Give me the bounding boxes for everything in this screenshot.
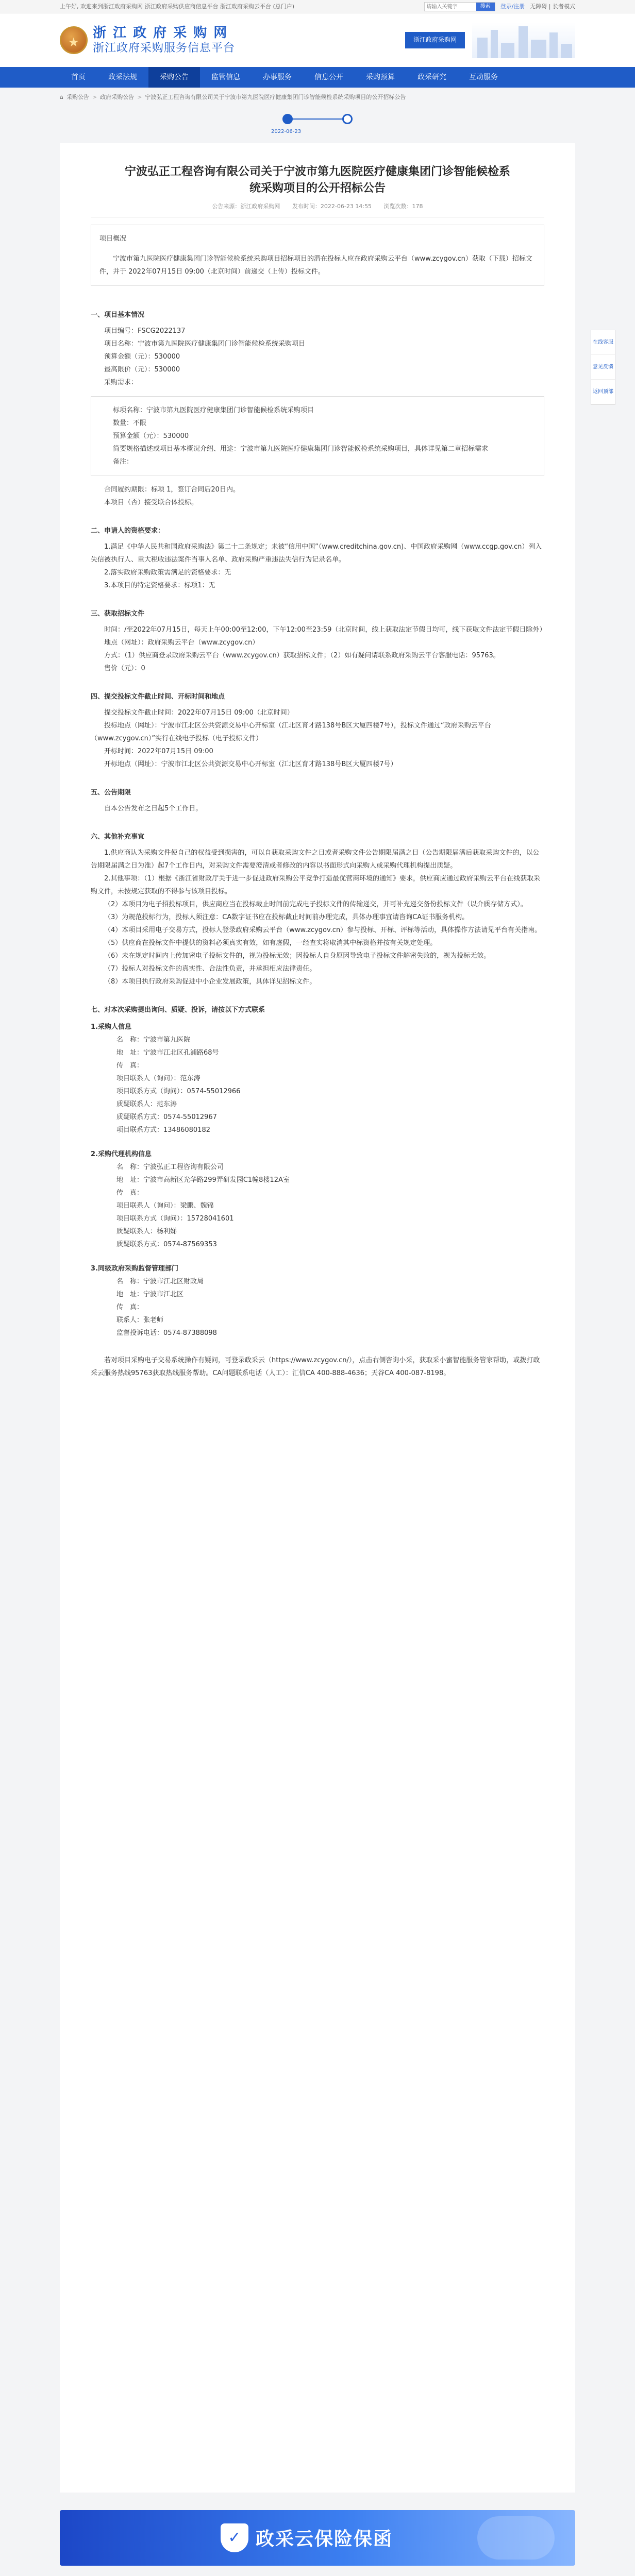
side-tool-button[interactable]: 在线客服 — [591, 330, 615, 355]
content-line: 质疑联系人：杨利娣 — [116, 1228, 177, 1236]
content-line: 地 址：宁波市高新区光华路299弄研发园C1幢8楼12A室 — [116, 1176, 290, 1184]
breadcrumb-item[interactable]: 政府采购公告 — [100, 94, 135, 100]
content-line: 监督投诉电话：0574-87388098 — [116, 1329, 217, 1337]
content-line: 采购需求： — [104, 379, 138, 387]
progress-timeline — [60, 107, 575, 143]
search-button[interactable]: 搜索 — [476, 3, 495, 11]
overview-text: 宁波市第九医院医疗健康集团门诊智能候检系统采购项目招标项目的潜在投标人应在政府采购云平台（www.zcygov.cn）获取（下载）招标文件，并于 2022年07月15日 09:00（北京时间）前递交（上传）投标文件。 — [99, 255, 532, 276]
shield-icon: ✓ — [221, 2523, 248, 2552]
site-logo[interactable] — [60, 25, 235, 56]
insurance-banner[interactable] — [60, 2510, 575, 2566]
meta-views: 浏览次数：178 — [383, 202, 423, 210]
emblem-icon — [60, 26, 88, 54]
meta-source: 公告来源：浙江政府采购网 — [212, 202, 280, 210]
content-line: 项目联系人（询问）：范东涛 — [116, 1075, 200, 1083]
nav-item[interactable]: 办事服务 — [263, 73, 292, 81]
top-greeting: 上午好, 欢迎来到浙江政府采购网 浙江政府采购供应商信息平台 浙江政府采购云平台 (总门户) — [60, 3, 295, 10]
page-title: 宁波弘正工程咨询有限公司关于宁波市第九医院医疗健康集团门诊智能候检系统采购项目的公开招标公告 — [124, 165, 510, 195]
breadcrumb-item[interactable]: 采购公告 — [66, 94, 89, 100]
side-tool-button[interactable]: 意见反馈 — [591, 355, 615, 380]
section-heading: 三、获取招标文件 — [91, 610, 145, 618]
main-nav — [0, 67, 635, 88]
nav-item[interactable]: 采购预算 — [366, 73, 395, 81]
nav-item[interactable]: 互动服务 — [469, 73, 498, 81]
header-button[interactable]: 浙江政府采购网 — [405, 32, 465, 48]
search-input[interactable] — [425, 3, 476, 11]
overview-heading: 项目概况 — [99, 235, 127, 243]
content-line: 质疑联系方式：0574-87569353 — [116, 1241, 217, 1249]
timeline-date: 2022-06-23 — [271, 128, 302, 134]
content-line: 最高限价（元）：530000 — [104, 366, 180, 374]
content-line: 传 真： — [116, 1062, 144, 1070]
side-tool-button[interactable]: 返回顶部 — [591, 380, 615, 404]
content-line: 1.满足《中华人民共和国政府采购法》第二十二条规定；未被“信用中国”（www.creditchina.gov.cn)、中国政府采购网（www.ccgp.gov.cn）列入失信被执行人、重大税收违法案件当事人名单、政府采购严重违法失信行为记录名单。 — [91, 543, 542, 564]
contact-heading: 3.同级政府采购监督管理部门 — [91, 1265, 178, 1273]
notice-period: 自本公告发布之日起5个工作日。 — [104, 805, 203, 813]
site-header — [0, 13, 635, 67]
site-name-line2: 浙江政府采购服务信息平台 — [93, 42, 236, 55]
content-line: 售价（元）：0 — [104, 665, 145, 673]
content-line: 2.落实政府采购政策需满足的资格要求：无 — [104, 569, 231, 577]
content-line: 名 称：宁波市第九医院 — [116, 1036, 191, 1044]
content-line: 本项目（否）接受联合体投标。 — [104, 499, 198, 507]
content-line: 地 址：宁波市江北区孔浦路68号 — [116, 1049, 219, 1057]
content-line: （6）未在规定时间内上传加密电子投标文件的，视为投标无效；因投标人自身原因导致电子投标文件解密失败的，视为投标无效。 — [104, 952, 491, 960]
breadcrumb: ⌂ 采购公告 > 政府采购公告 > 宁波弘正工程咨询有限公司关于宁波市第九医院医疗健康集团门诊智能候检系统采购项目的公开招标公告 — [60, 88, 575, 107]
meta-date: 发布时间：2022-06-23 14:55 — [292, 202, 372, 210]
content-line: 合同履约期限：标项 1，签订合同后20日内。 — [104, 486, 240, 494]
content-line: 质疑联系方式：0574-55012967 — [116, 1113, 217, 1122]
section-heading: 七、对本次采购提出询问、质疑、投诉，请按以下方式联系 — [91, 1006, 265, 1014]
nav-item[interactable]: 信息公开 — [314, 73, 343, 81]
content-line: 方式：（1）供应商登录政府采购云平台（www.zcygov.cn）获取招标文件；（2）如有疑问请联系政府采购云平台客服电话：95763。 — [104, 652, 500, 660]
content-line: 名 称：宁波市江北区财政局 — [116, 1278, 204, 1286]
content-line: 质疑联系人：范东涛 — [116, 1100, 177, 1109]
nav-item[interactable]: 政采研究 — [417, 73, 446, 81]
content-line: 预算金额（元）：530000 — [113, 432, 189, 440]
content-line: 传 真： — [116, 1189, 144, 1197]
contact-heading: 1.采购人信息 — [91, 1023, 131, 1031]
nav-item[interactable]: 监管信息 — [211, 73, 240, 81]
site-name-line1: 浙 江 政 府 采 购 网 — [93, 25, 228, 41]
section-heading: 四、提交投标文件截止时间、开标时间和地点 — [91, 693, 225, 701]
nav-item[interactable]: 首页 — [71, 73, 86, 81]
banner-decoration — [477, 2516, 555, 2560]
content-line: 地 址：宁波市江北区 — [116, 1291, 184, 1299]
section-heading: 一、项目基本情况 — [91, 311, 145, 319]
skyline-illustration — [472, 22, 575, 58]
content-line: （8）本项目执行政府采购促进中小企业发展政策，具体详见招标文件。 — [104, 978, 316, 986]
content-line: 联系人：张老师 — [116, 1316, 164, 1325]
content-line: 项目联系人（询问）：梁鹏、魏锦 — [116, 1202, 214, 1210]
banner-text: 政采云保险保函 — [256, 2528, 393, 2550]
content-line: 2.其他事项：（1）根据《浙江省财政厅关于进一步促进政府采购公平竞争打造最优营商环境的通知》要求，供应商应通过政府采购云平台在线获取采购文件，未按规定获取的不得参与该项目投标。 — [91, 875, 541, 896]
footer-note: 若对项目采购电子交易系统操作有疑问，可登录政采云（https://www.zcygov.cn/），点击右侧咨询小采，获取采小蜜智能服务管家帮助，或拨打政采云服务热线95763获取热线服务帮助。CA问题联系电话（人工）：汇信CA 400-888-4636；天谷CA 400-087-8198。 — [91, 1357, 540, 1378]
content-line: 1.供应商认为采购文件使自己的权益受到损害的，可以自获取采购文件之日或者采购文件公告期限届满之日（公告期限届满后获取采购文件的，以公告期限届满之日为准）起7个工作日内，对采购文件需要澄清或者修改的内容以书面形式向采购人或采购代理机构提出质疑。 — [91, 849, 540, 870]
timeline-dot-icon — [282, 114, 293, 124]
content-line: 传 真： — [116, 1303, 144, 1312]
content-line: 开标时间：2022年07月15日 09:00 — [104, 748, 213, 756]
accessibility-links[interactable]: 无障碍 | 长者模式 — [530, 3, 575, 10]
requirement-box — [91, 396, 544, 476]
content-line: 标项名称：宁波市第九医院医疗健康集团门诊智能候检系统采购项目 — [113, 406, 314, 415]
content-line: （5）供应商在投标文件中提供的资料必须真实有效，如有虚假，一经查实将取消其中标资格并按有关规定处理。 — [104, 939, 437, 947]
content-line: （7）投标人对投标文件的真实性、合法性负责，并承担相应法律责任。 — [104, 965, 316, 973]
content-line: 项目编号：FSCG2022137 — [104, 327, 186, 335]
content-line: 项目联系方式（询问）：15728041601 — [116, 1215, 234, 1223]
content-line: 预算金额（元）：530000 — [104, 353, 180, 361]
side-toolbar — [591, 330, 615, 405]
content-line: 名 称：宁波弘正工程咨询有限公司 — [116, 1163, 224, 1172]
home-icon[interactable]: ⌂ — [60, 94, 63, 100]
top-search — [424, 2, 495, 11]
project-overview — [91, 225, 544, 286]
content-line: 时间：/至2022年07月15日，每天上午00:00至12:00，下午12:00至23:59（北京时间，线上获取法定节假日均可，线下获取文件法定节假日除外） — [104, 626, 546, 634]
login-link[interactable]: 登录/注册 — [500, 3, 525, 10]
content-line: （3）为规范投标行为，投标人须注意：CA数字证书应在投标截止时间前办理完成，具体办理事宜请咨询CA证书服务机构。 — [104, 913, 469, 922]
announcement-card — [60, 143, 575, 2493]
content-line: 备注： — [113, 458, 133, 466]
content-line: 3.本项目的特定资格要求：标项1：无 — [104, 582, 215, 590]
content-line: 项目联系方式（询问）：0574-55012966 — [116, 1088, 241, 1096]
section-heading: 二、申请人的资格要求： — [91, 527, 165, 535]
content-line: （2）本项目为电子招投标项目，供应商应当在投标截止时间前完成电子投标文件的传输递交，并可补充递交备份投标文件（以介质存储方式）。 — [104, 901, 527, 909]
section-heading: 五、公告期限 — [91, 789, 131, 797]
content-line: 开标地点（网址）：宁波市江北区公共资源交易中心开标室（江北区育才路138号B区大厦四楼7号） — [104, 760, 397, 769]
contact-heading: 2.采购代理机构信息 — [91, 1150, 152, 1159]
timeline-dot-icon — [342, 114, 353, 124]
content-line: 简要规格描述或项目基本概况介绍、用途：宁波市第九医院医疗健康集团门诊智能候检系统采购项目，具体详见第二章招标需求 — [113, 445, 489, 453]
breadcrumb-current: 宁波弘正工程咨询有限公司关于宁波市第九医院医疗健康集团门诊智能候检系统采购项目的公开招标公告 — [145, 94, 406, 100]
section-heading: 六、其他补充事宜 — [91, 833, 145, 841]
article-meta — [91, 202, 544, 218]
content-line: 数量：不限 — [113, 419, 147, 428]
content-line: 提交投标文件截止时间：2022年07月15日 09:00（北京时间） — [104, 709, 294, 717]
content-line: 地点（网址）：政府采购云平台（www.zcygov.cn） — [104, 639, 259, 647]
nav-item[interactable]: 政采法规 — [108, 73, 137, 81]
content-line: 投标地点（网址）：宁波市江北区公共资源交易中心开标室（江北区育才路138号B区大厦四楼7号），投标文件通过“政府采购云平台（www.zcygov.cn）”实行在线电子投标（电子投标文件） — [91, 722, 491, 743]
top-bar — [0, 0, 635, 13]
content-line: （4）本项目采用电子交易方式，投标人登录政府采购云平台（www.zcygov.cn）参与投标、开标、评标等活动，具体操作方法请见平台有关指南。 — [104, 926, 542, 935]
nav-item[interactable]: 采购公告 — [148, 67, 200, 88]
content-line: 项目名称：宁波市第九医院医疗健康集团门诊智能候检系统采购项目 — [104, 340, 306, 348]
content-line: 项目联系方式：13486080182 — [116, 1126, 210, 1134]
